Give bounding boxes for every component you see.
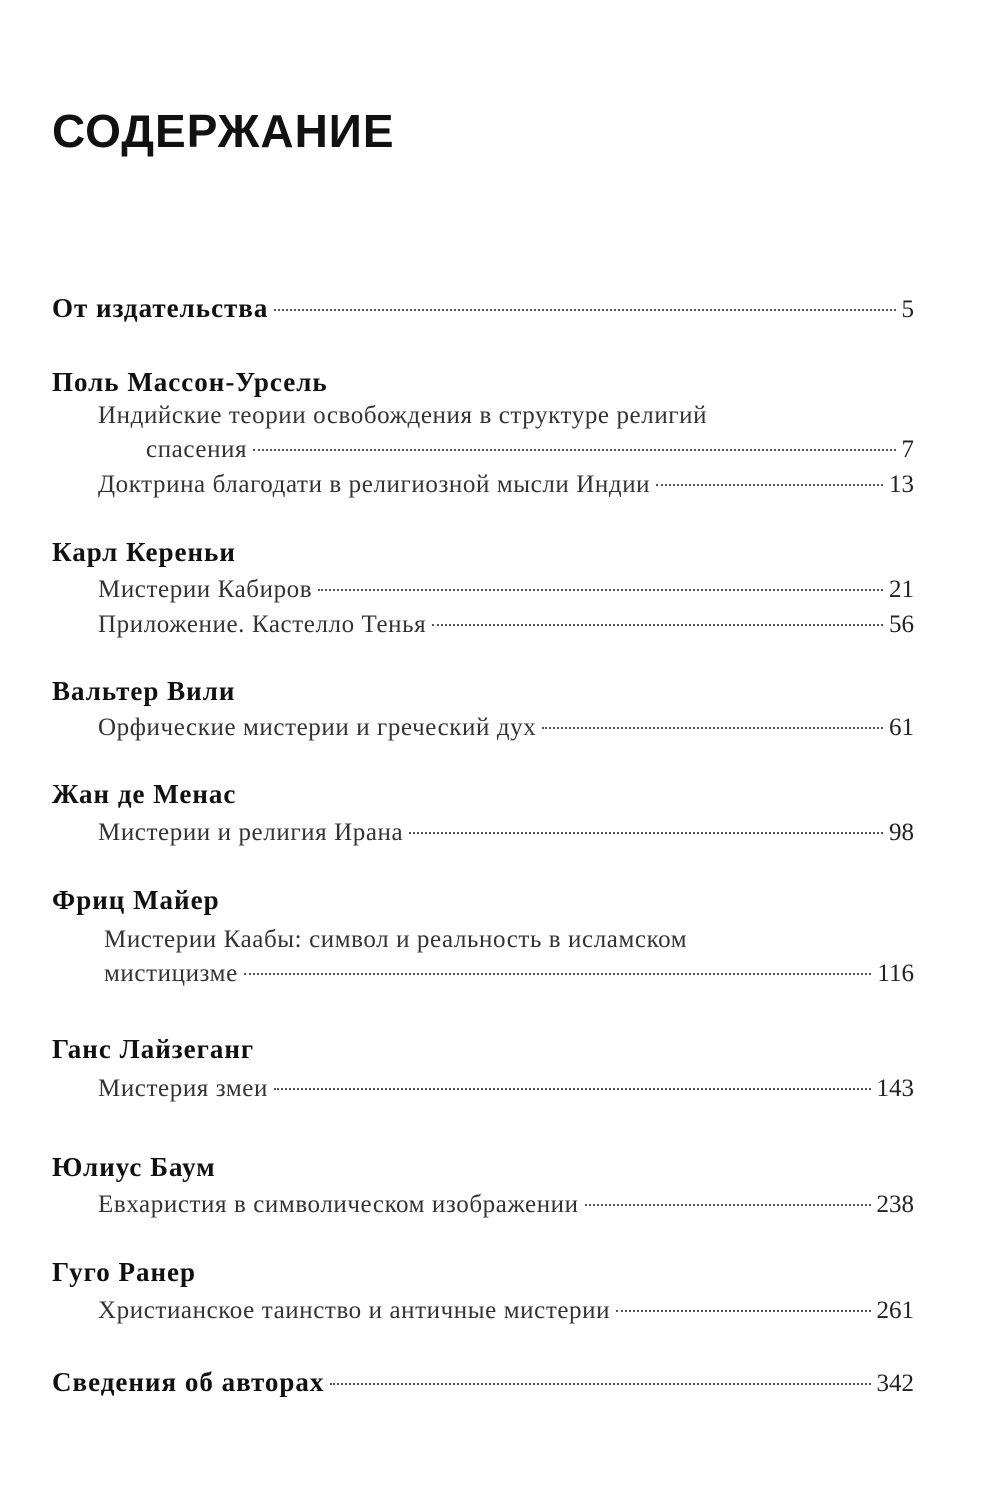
toc-author-heading: Поль Массон-Урсель: [52, 367, 328, 397]
dot-leader: [432, 624, 883, 626]
toc-page-number: 13: [889, 471, 914, 498]
toc-entry-label: Орфические мистерии и греческий дух: [98, 714, 537, 741]
toc-entry-label: Сведения об авторах: [52, 1367, 325, 1397]
toc-entry-label: Приложение. Кастелло Тенья: [98, 611, 427, 638]
toc-entry[interactable]: [98, 710, 914, 746]
dot-leader: [409, 832, 883, 834]
toc-entry-label: Мистерии Кабиров: [98, 576, 313, 603]
page-title: СОДЕРЖАНИЕ: [52, 105, 395, 157]
toc-entry-label-line2: спасения: [146, 436, 248, 463]
toc-entry-label: Христианское таинство и античные мистерии: [98, 1297, 611, 1324]
toc-entry[interactable]: [98, 607, 914, 643]
dot-leader: [585, 1204, 871, 1206]
toc-page-number: 7: [901, 436, 914, 463]
toc-entry-publisher-note[interactable]: [52, 290, 914, 326]
toc-page-number: 238: [876, 1191, 914, 1218]
toc-entry-label-line1[interactable]: Индийские теории освобождения в структуре религий: [98, 402, 708, 429]
toc-entry-label: Евхаристия в символическом изображении: [98, 1191, 579, 1218]
toc-author-heading: Жан де Менас: [52, 779, 237, 809]
toc-entry[interactable]: [98, 467, 914, 503]
toc-entry-label: От издательства: [52, 293, 269, 323]
dot-leader: [616, 1310, 870, 1312]
toc-page-number: 98: [889, 819, 914, 846]
toc-page-number: 143: [876, 1075, 914, 1102]
dot-leader: [656, 484, 883, 486]
toc-page-number: 342: [876, 1370, 914, 1397]
toc-entry-label-line2: мистицизме: [104, 960, 238, 987]
toc-page-number: 116: [877, 960, 914, 987]
toc-page-number: 56: [889, 611, 914, 638]
toc-page-number: 261: [876, 1297, 914, 1324]
toc-entry[interactable]: [98, 1071, 914, 1107]
toc-author-heading: Карл Кереньи: [52, 537, 236, 567]
dot-leader: [274, 309, 895, 311]
toc-entry[interactable]: [104, 956, 914, 992]
toc-page-number: 21: [889, 576, 914, 603]
dot-leader: [330, 1383, 870, 1385]
toc-page-number: 5: [901, 296, 914, 323]
toc-author-heading: Юлиус Баум: [52, 1152, 216, 1182]
toc-author-heading: Ганс Лайзеганг: [52, 1034, 255, 1064]
dot-leader: [274, 1088, 871, 1090]
toc-entry[interactable]: [98, 815, 914, 851]
toc-entry[interactable]: [98, 1293, 914, 1329]
toc-entry-label: Мистерия змеи: [98, 1075, 268, 1102]
toc-page-number: 61: [889, 714, 914, 741]
toc-entry-authors-info[interactable]: [52, 1364, 914, 1400]
toc-entry[interactable]: [98, 572, 914, 608]
dot-leader: [318, 589, 883, 591]
dot-leader: [542, 727, 883, 729]
toc-entry[interactable]: [98, 1187, 914, 1223]
dot-leader: [244, 973, 872, 975]
toc-entry[interactable]: [146, 432, 914, 468]
toc-entry-label: Мистерии и религия Ирана: [98, 819, 404, 846]
toc-author-heading: Фриц Майер: [52, 885, 220, 915]
toc-author-heading: Гуго Ранер: [52, 1257, 197, 1287]
toc-entry-label-line1[interactable]: Мистерии Каабы: символ и реальность в исламском: [104, 926, 688, 953]
toc-author-heading: Вальтер Вили: [52, 676, 236, 706]
dot-leader: [253, 449, 895, 451]
toc-entry-label: Доктрина благодати в религиозной мысли Индии: [98, 471, 651, 498]
